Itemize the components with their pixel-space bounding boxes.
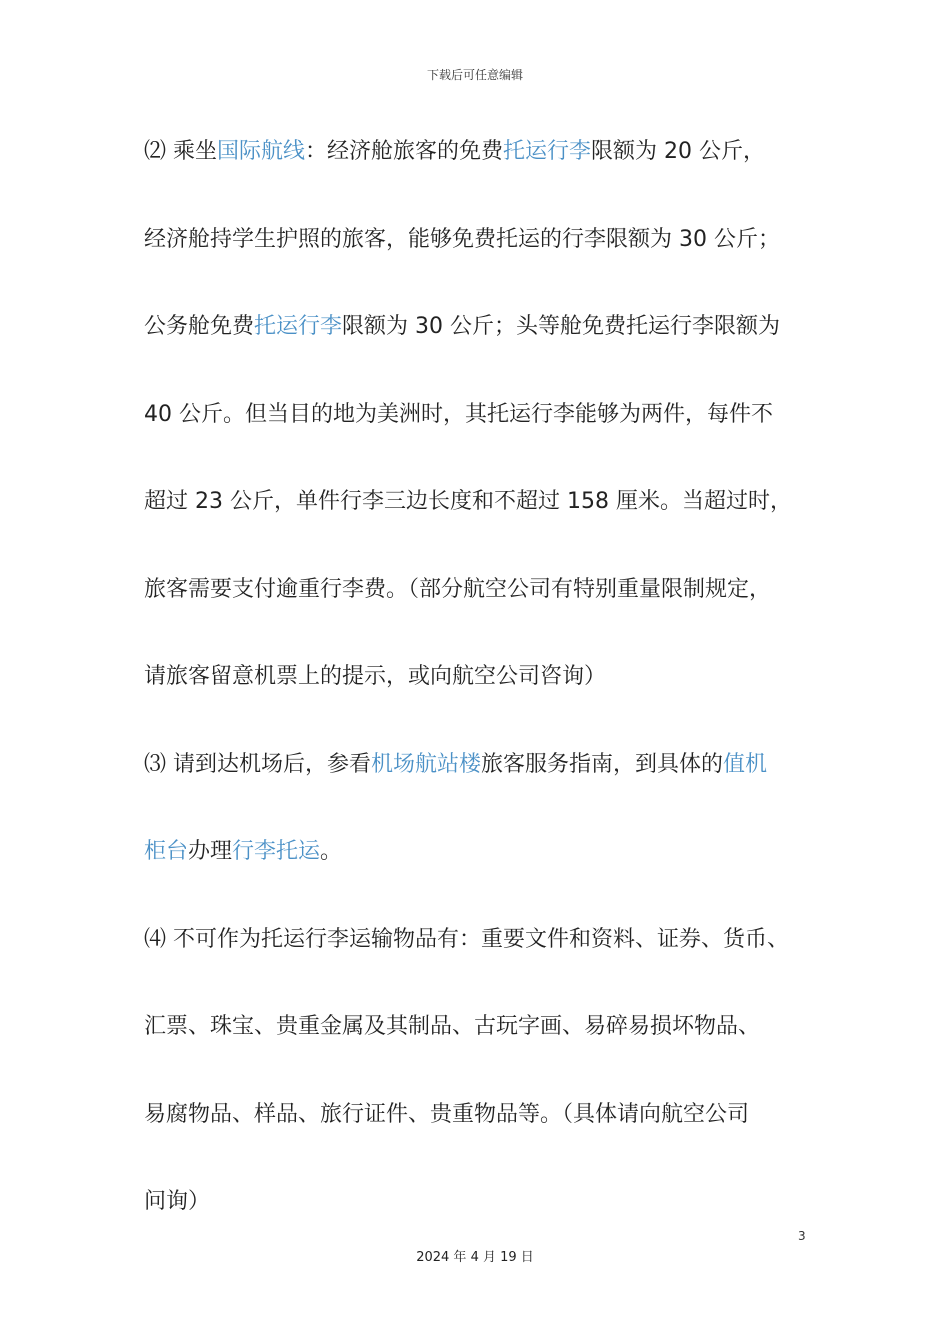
text-segment: 问询） <box>144 1189 211 1214</box>
text-segment: 40 公斤。但当目的地为美洲时，其托运行李能够为两件，每件不 <box>144 401 773 427</box>
text-segment: 经济舱持学生护照的旅客，能够免费托运的行李限额为 30 公斤； <box>144 226 780 252</box>
text-line <box>144 1001 824 1089</box>
text-segment: 超过 23 公斤，单件行李三边长度和不超过 158 厘米。当超过时， <box>144 489 792 514</box>
text-segment: ⑶ 请到达机场后，参看 <box>144 751 371 777</box>
text-segment: 办理 <box>188 839 233 864</box>
text-line <box>144 651 824 739</box>
inline-link[interactable]: 国际航线 <box>217 139 306 164</box>
text-segment: 请旅客留意机票上的提示，或向航空公司咨询） <box>144 664 607 689</box>
text-line <box>144 826 824 914</box>
inline-link[interactable]: 柜台 <box>144 839 189 864</box>
text-segment: ⑷ 不可作为托运行李运输物品有：重要文件和资料、证券、货币、 <box>144 926 789 952</box>
footer-date: 2024 年 4 月 19 日 <box>416 1250 534 1265</box>
text-segment: ：经济舱旅客的免费 <box>305 139 504 164</box>
text-line <box>144 126 824 214</box>
text-segment: 旅客需要支付逾重行李费。（部分航空公司有特别重量限制规定， <box>144 576 772 602</box>
text-segment: 易腐物品、样品、旅行证件、贵重物品等。（具体请向航空公司 <box>144 1101 750 1127</box>
text-line <box>144 301 824 389</box>
text-segment: 汇票、珠宝、贵重金属及其制品、古玩字画、易碎易损坏物品、 <box>144 1014 761 1039</box>
text-line <box>144 1089 824 1177</box>
inline-link[interactable]: 托运行李 <box>254 314 343 339</box>
text-line <box>144 389 824 477</box>
text-segment: 。 <box>320 839 343 864</box>
page-header: 下载后可任意编辑 <box>426 68 523 82</box>
text-segment: 公务舱免费 <box>144 314 255 339</box>
text-segment: ⑵ 乘坐 <box>144 139 217 164</box>
document-body <box>144 126 824 1264</box>
inline-link[interactable]: 机场航站楼 <box>371 751 482 777</box>
text-line <box>144 914 824 1002</box>
inline-link[interactable]: 托运行李 <box>503 139 592 164</box>
text-line <box>144 214 824 302</box>
page-number: 3 <box>798 1229 806 1243</box>
inline-link[interactable]: 值机 <box>723 751 768 777</box>
text-segment: 限额为 30 公斤；头等舱免费托运行李限额为 <box>342 314 781 339</box>
text-line <box>144 739 824 827</box>
text-segment: 旅客服务指南，到具体的 <box>481 751 724 777</box>
text-segment: 限额为 20 公斤， <box>591 139 766 164</box>
text-line <box>144 564 824 652</box>
text-line <box>144 476 824 564</box>
inline-link[interactable]: 行李托运 <box>232 839 321 864</box>
